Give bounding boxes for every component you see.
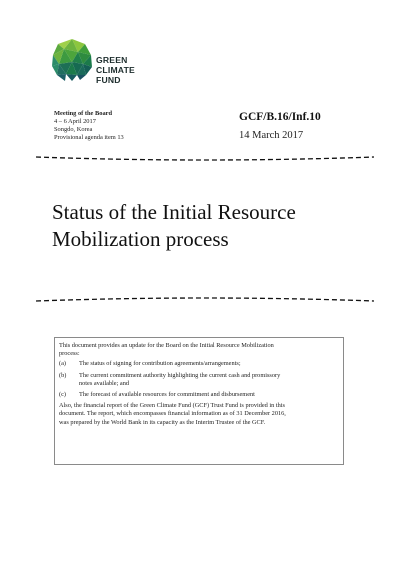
bottom-dashed-divider — [36, 294, 374, 304]
title-line-2: Mobilization process — [52, 227, 229, 251]
list-item-line: The forecast of available resources for commitment and disbursement — [79, 391, 255, 399]
list-item-line: notes available; and — [79, 379, 130, 387]
list-item-text — [79, 372, 343, 388]
summary-intro-line-2: process: — [59, 350, 80, 358]
list-item — [59, 360, 343, 368]
list-item-line: The status of signing for contribution agreements/arrangements; — [79, 360, 241, 368]
green-climate-fund-logo — [50, 36, 160, 96]
summary-text — [59, 342, 343, 427]
list-marker: (c) — [59, 391, 66, 399]
list-item-line: The current commitment authority highlighting the current cash and promissory — [79, 371, 281, 379]
logo-line-fund: FUND — [96, 75, 121, 85]
summary-outro-line-1: Also, the financial report of the Green Climate Fund (GCF) Trust Fund is provided in this — [59, 402, 285, 410]
summary-intro-line-1: This document provides an update for the Board on the Initial Resource Mobilization — [59, 342, 274, 349]
list-item-text — [79, 391, 343, 399]
green-globe-icon — [50, 38, 94, 82]
meeting-info — [54, 110, 124, 142]
logo-wordmark — [96, 55, 135, 85]
document-title — [52, 199, 372, 253]
list-item — [59, 391, 343, 399]
agenda-item: Provisional agenda item 13 — [54, 134, 124, 142]
list-item — [59, 372, 343, 388]
list-item-text — [79, 360, 343, 368]
logo-line-climate: CLIMATE — [96, 65, 135, 75]
list-marker: (b) — [59, 371, 67, 379]
list-marker: (a) — [59, 360, 66, 368]
meeting-location: Songdo, Korea — [54, 126, 93, 134]
summary-outro-line-3: was prepared by the World Bank in its capacity as the Interim Trustee of the GCF. — [59, 418, 266, 426]
meeting-title: Meeting of the Board — [54, 110, 113, 117]
summary-outro-line-2: document. The report, which encompasses financial information as of 31 December 2016, — [59, 410, 286, 418]
top-dashed-divider — [36, 154, 374, 164]
title-line-1: Status of the Initial Resource — [52, 200, 296, 224]
document-date: 14 March 2017 — [239, 130, 304, 141]
meeting-dates: 4 – 6 April 2017 — [54, 118, 96, 126]
summary-outro — [59, 402, 343, 427]
logo-line-green: GREEN — [96, 55, 128, 65]
document-code: GCF/B.16/Inf.10 — [239, 111, 321, 123]
summary-intro — [59, 342, 343, 358]
